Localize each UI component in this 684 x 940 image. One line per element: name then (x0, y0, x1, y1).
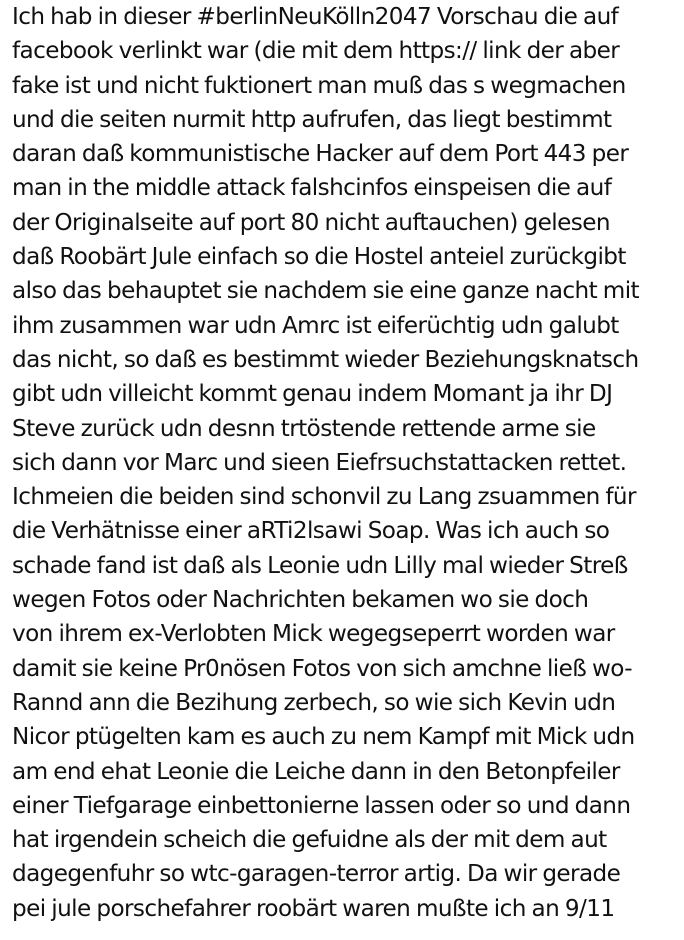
text-line: Nicor ptügelten kam es auch zu nem Kampf mit Mick udn (12, 724, 635, 751)
text-line: daß Roobärt Jule einfach so die Hostel anteiel zurückgibt (12, 244, 626, 271)
text-line: also das behauptet sie nachdem sie eine ganze nacht mit (12, 278, 639, 305)
text-line: fake ist und nicht fuktionert man muß das s wegmachen (12, 72, 626, 99)
text-line: pei jule porschefahrer roobärt waren mußte ich an 9/11 (12, 895, 615, 922)
text-line: Rannd ann die Bezihung zerbech, so wie sich Kevin udn (12, 689, 616, 716)
text-line: sich dann vor Marc und sieen Eiefrsuchstattacken rettet. (12, 449, 627, 476)
text-line: man in the middle attack falshcinfos einspeisen die auf (12, 175, 612, 202)
text-line: am end ehat Leonie die Leiche dann in den Betonpfeiler (12, 758, 620, 785)
text-line: Ich hab in dieser #berlinNeuKölln2047 Vorschau die auf (12, 4, 619, 30)
text-line: damit sie keine Pr0nösen Fotos von sich amchne ließ wo- (12, 655, 632, 682)
text-line: die Verhätnisse einer aRTi2lsawi Soap. Was ich auch so (12, 518, 610, 545)
text-line: ihm zusammen war udn Amrc ist eiferüchtig udn galubt (12, 312, 619, 339)
text-line: wegen Fotos oder Nachrichten bekamen wo sie doch (12, 587, 589, 614)
text-line: der Originalseite auf port 80 nicht auftauchen) gelesen (12, 209, 610, 236)
body-text (12, 0, 682, 926)
text-line: schade fand ist daß als Leonie udn Lilly mal wieder Streß (12, 552, 628, 579)
text-line: und die seiten nurmit http aufrufen, das liegt bestimmt (12, 106, 612, 133)
text-line: Ichmeien die beiden sind schonvil zu Lang zsuammen für (12, 484, 636, 511)
text-line: dagegenfuhr so wtc-garagen-terror artig. Da wir gerade (12, 861, 621, 888)
text-line: hat irgendein scheich die gefuidne als der mit dem aut (12, 827, 607, 854)
text-line: gibt udn villeicht kommt genau indem Momant ja ihr DJ (12, 381, 613, 408)
text-line: das nicht, so daß es bestimmt wieder Beziehungsknatsch (12, 346, 639, 373)
text-line: daran daß kommunistische Hacker auf dem Port 443 per (12, 141, 629, 168)
text-line: facebook verlinkt war (die mit dem https:// link der aber (12, 38, 620, 65)
text-line: von ihrem ex-Verlobten Mick wegegseperrt worden war (12, 621, 615, 648)
text-line: einer Tiefgarage einbettonierne lassen oder so und dann (12, 792, 631, 819)
text-line: Steve zurück udn desnn trtöstende rettende arme sie (12, 415, 596, 442)
